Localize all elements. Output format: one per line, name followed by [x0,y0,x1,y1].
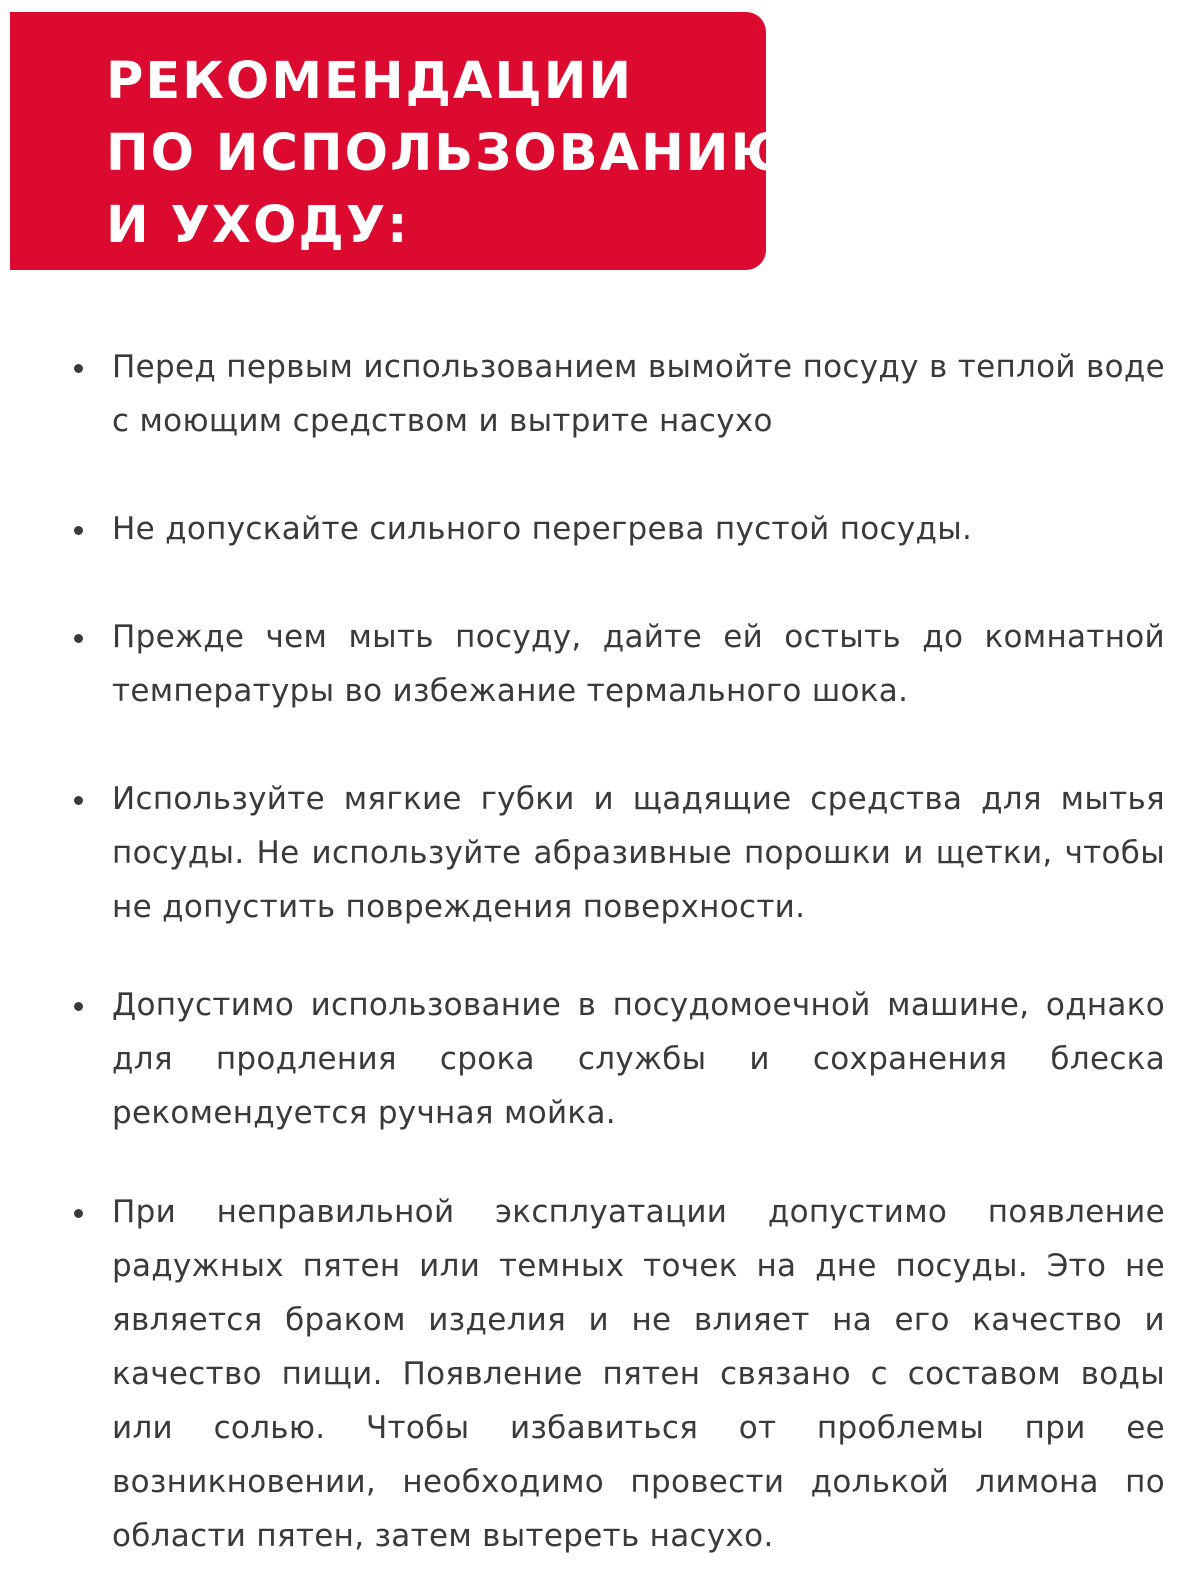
title-banner [10,12,793,270]
list-item-text: Допустимо использование в посудомоечной машине, однако для продления срока службы и сохранения блеска рекомендуется ручная мойка. [112,987,1165,1131]
bullet-icon [74,364,83,373]
list-item-text: Используйте мягкие губки и щадящие средства для мытья посуды. Не используйте абразивные порошки и щетки, чтобы не допустить повреждения поверхности. [112,781,1165,925]
bullet-icon [74,1002,83,1011]
list-item-text: Не допускайте сильного перегрева пустой посуды. [112,511,973,547]
bullet-icon [74,1209,83,1218]
list-item-text: Перед первым использованием вымойте посуду в теплой воде с моющим средством и вытрите насухо [112,349,1165,439]
title-line-1: РЕКОМЕНДАЦИИ [106,52,634,111]
bullet-icon [74,526,83,535]
title-line-3: И УХОДУ: [106,196,410,255]
list-item-text: Прежде чем мыть посуду, дайте ей остыть до комнатной температуры во избежание термального шока. [112,619,1165,709]
bullet-icon [74,796,83,805]
bullet-icon [74,634,83,643]
title-line-2: ПО ИСПОЛЬЗОВАНИЮ [106,124,793,183]
list-item-text: При неправильной эксплуатации допустимо появление радужных пятен или темных точек на дне посуды. Это не является браком изделия и не влияет на его качество и качество пищи. Появление пятен связано с составом воды или солью. Чтобы избавиться от проблемы при ее возникновении, необходимо провести долькой лимона по области пятен, затем вытереть насухо. [112,1194,1165,1554]
